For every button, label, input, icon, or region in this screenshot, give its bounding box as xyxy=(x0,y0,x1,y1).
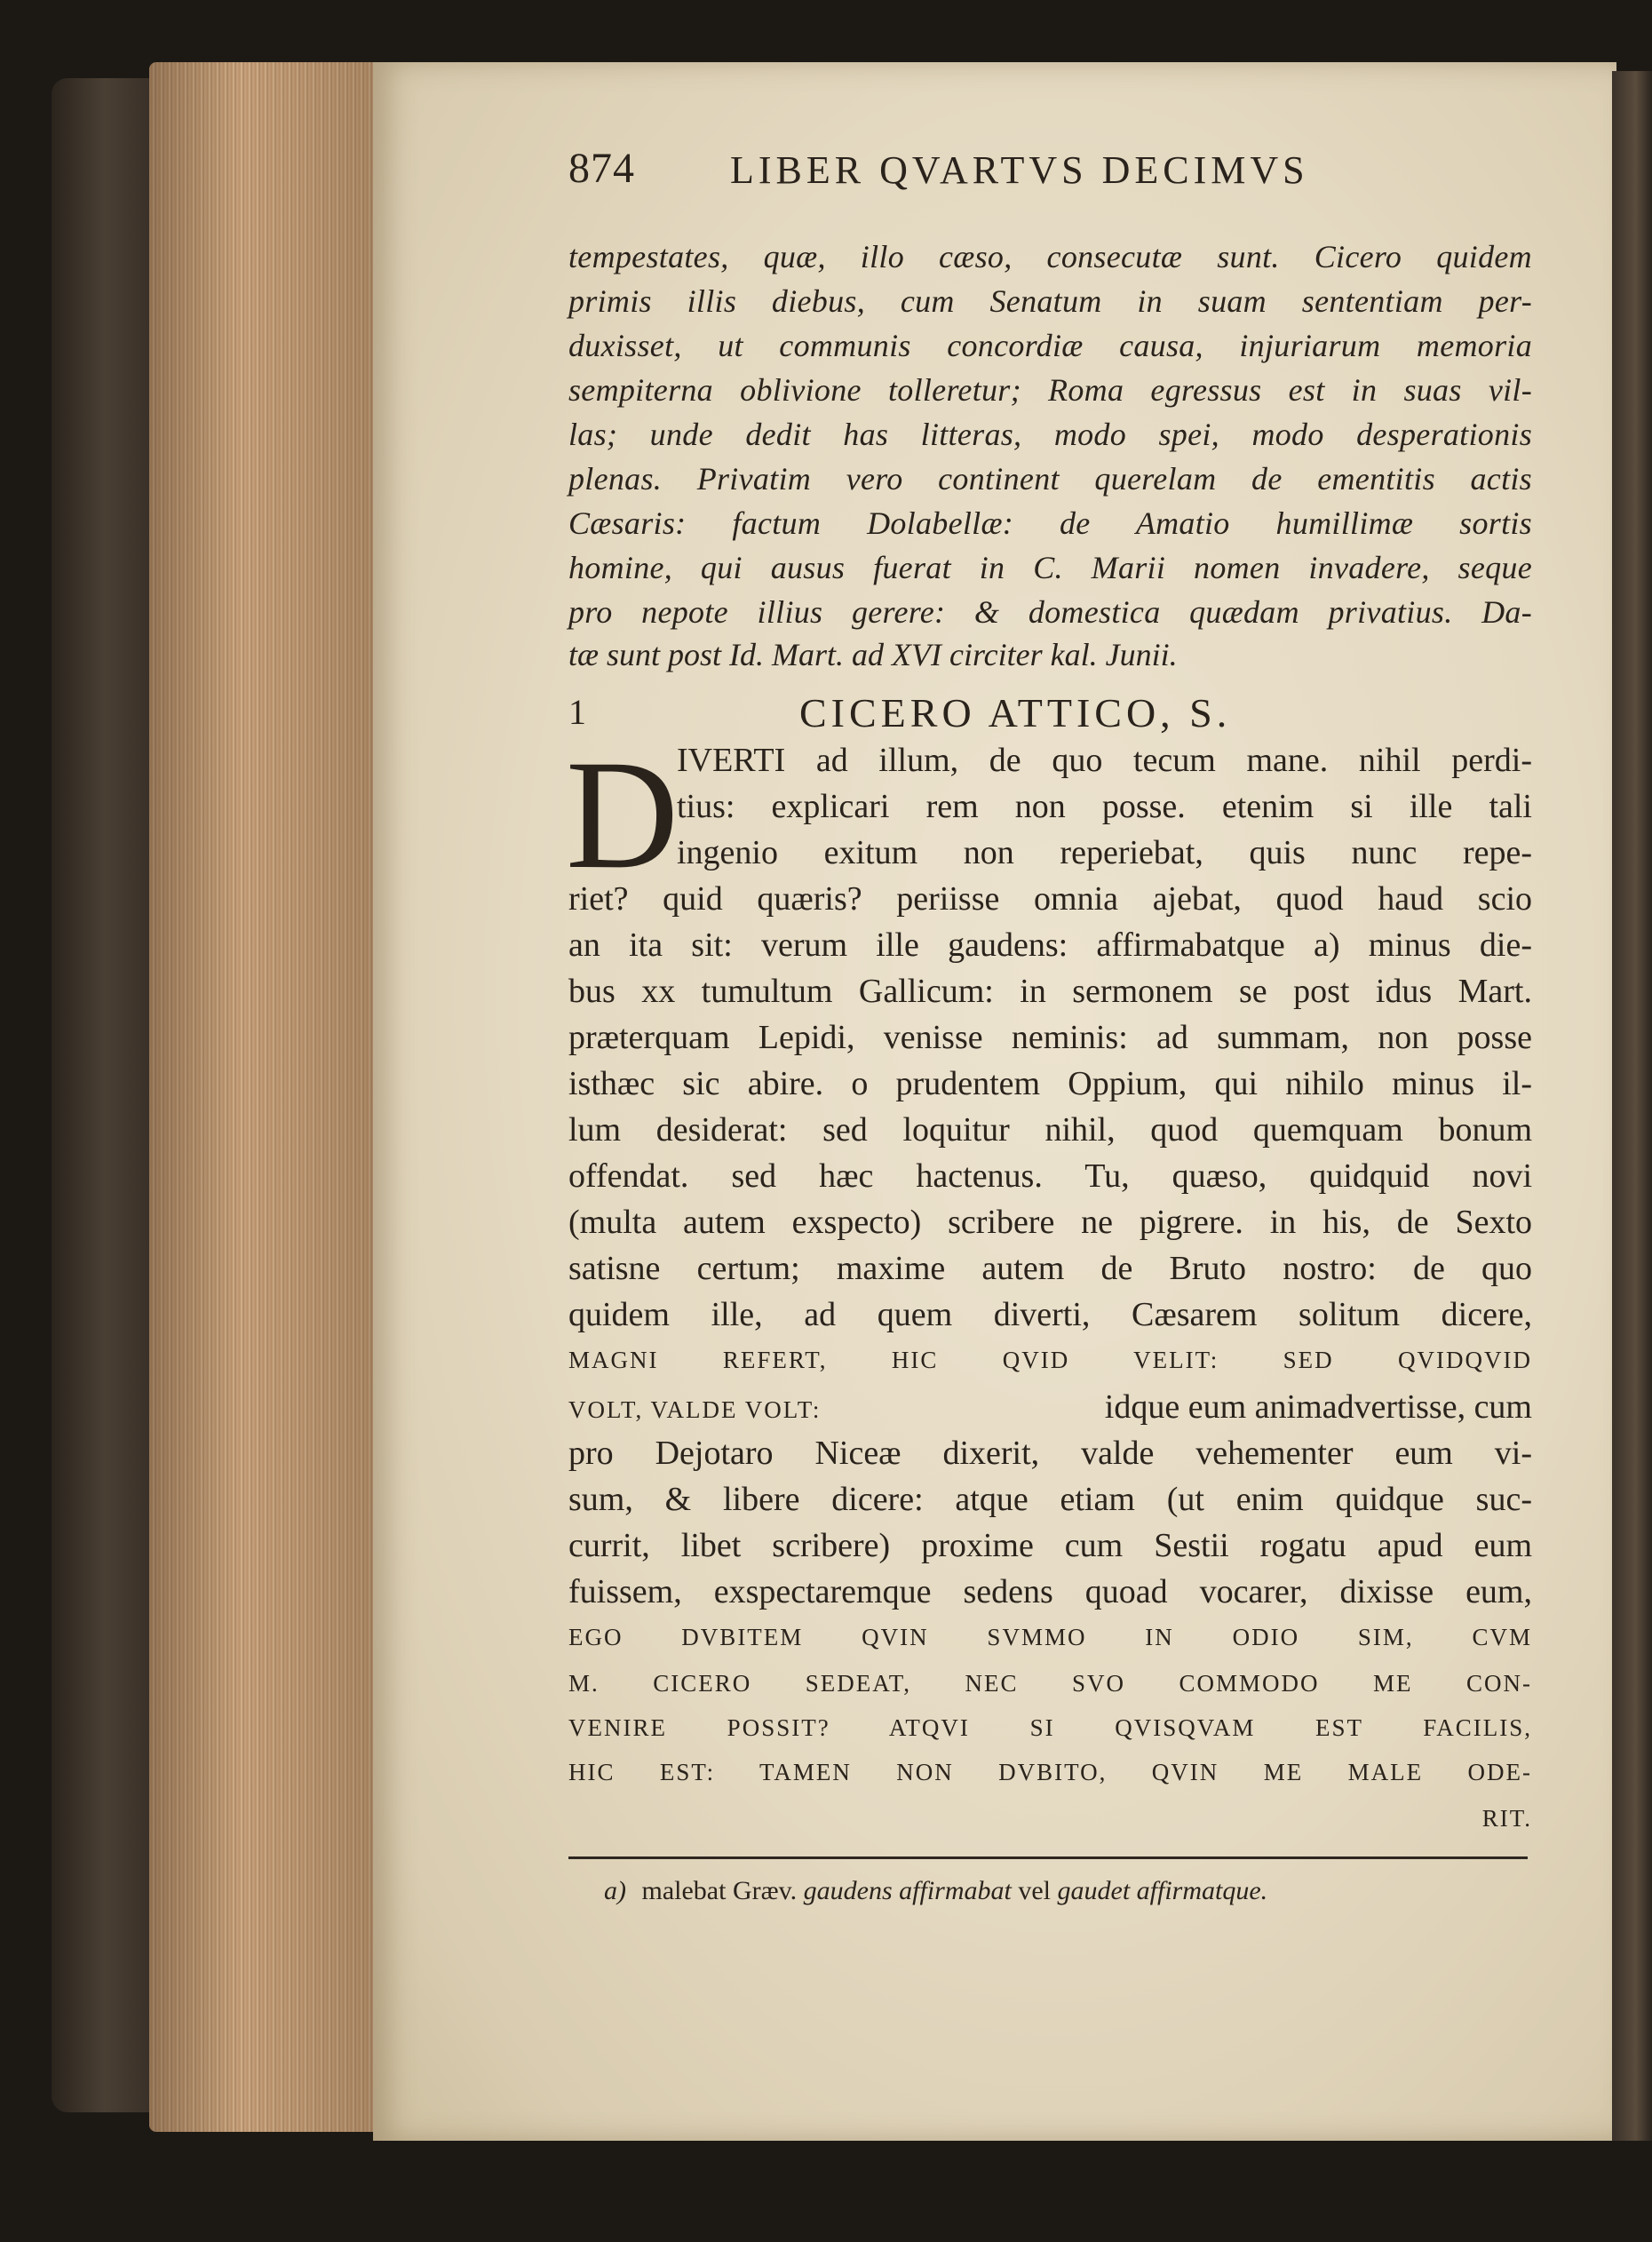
body-line: lum desiderat: sed loquitur nihil, quod quemquam bonum xyxy=(568,1111,1532,1149)
body-line: an ita sit: verum ille gaudens: affirmabatque a) minus die- xyxy=(568,926,1532,964)
footnote-rule xyxy=(568,1856,1528,1859)
footnote-italic: gaudens affirmabat xyxy=(803,1876,1012,1905)
body-line: fuissem, exspectaremque sedens quoad vocarer, dixisse eum, xyxy=(568,1573,1532,1610)
footnote-text: malebat Græv. xyxy=(641,1876,798,1905)
body-line: pro Dejotaro Niceæ dixerit, valde vehementer eum vi- xyxy=(568,1435,1532,1472)
body-line: riet? quid quæris? periisse omnia ajebat, quod haud scio xyxy=(568,880,1532,918)
summary-line: primis illis diebus, cum Senatum in suam sententiam per- xyxy=(568,283,1532,319)
footnote-marker: a) xyxy=(604,1876,626,1905)
body-line: (multa autem exspecto) scribere ne pigrere. in his, de Sexto xyxy=(568,1204,1532,1241)
smallcaps-line-end: RIT. xyxy=(1481,1805,1532,1832)
summary-line: tempestates, quæ, illo cæso, consecutæ sunt. Cicero quidem xyxy=(568,239,1532,274)
smallcaps-line: M. CICERO SEDEAT, NEC SVO COMMODO ME CON- xyxy=(568,1670,1532,1697)
smallcaps-line: EGO DVBITEM QVIN SVMMO IN ODIO SIM, CVM xyxy=(568,1624,1532,1650)
letter-heading: CICERO ATTICO, S. xyxy=(799,690,1232,735)
mixed-line xyxy=(568,1387,1532,1427)
body-line: satisne certum; maxime autem de Bruto nostro: de quo xyxy=(568,1250,1532,1287)
summary-line: duxisset, ut communis concordiæ causa, injuriarum memoria xyxy=(568,328,1532,363)
summary-line-last: tæ sunt post Id. Mart. ad XVI circiter kal. Junii. xyxy=(568,637,1178,672)
body-line: ingenio exitum non reperiebat, quis nunc repe- xyxy=(677,834,1532,871)
running-title: LIBER QVARTVS DECIMVS xyxy=(730,148,1309,192)
roman-fragment: idque eum animadvertisse, cum xyxy=(1104,1388,1532,1426)
smallcaps-line: VENIRE POSSIT? ATQVI SI QVISQVAM EST FACILIS, xyxy=(568,1714,1532,1741)
body-line: sum, & libere dicere: atque etiam (ut enim quidque suc- xyxy=(568,1481,1532,1518)
smallcaps-line: HIC EST: TAMEN NON DVBITO, QVIN ME MALE ODE- xyxy=(568,1759,1532,1785)
drop-cap: D xyxy=(566,728,679,902)
footnote-italic: gaudet affirmatque. xyxy=(1057,1876,1268,1905)
body-line: IVERTI ad illum, de quo tecum mane. nihil perdi- xyxy=(677,742,1532,779)
smallcaps-fragment: VOLT, VALDE VOLT: xyxy=(568,1396,822,1423)
footnote-text: vel xyxy=(1018,1876,1051,1905)
summary-line: homine, qui ausus fuerat in C. Marii nomen invadere, seque xyxy=(568,550,1532,585)
summary-line: Cæsaris: factum Dolabellæ: de Amatio humillimæ sortis xyxy=(568,505,1532,541)
body-line: isthæc sic abire. o prudentem Oppium, qui nihilo minus il- xyxy=(568,1065,1532,1102)
body-line: tius: explicari rem non posse. etenim si ille tali xyxy=(677,788,1532,825)
body-line: offendat. sed hæc hactenus. Tu, quæso, quidquid novi xyxy=(568,1157,1532,1195)
page-number: 874 xyxy=(568,145,635,192)
summary-line: sempiterna oblivione tolleretur; Roma egressus est in suas vil- xyxy=(568,372,1532,408)
smallcaps-line: MAGNI REFERT, HIC QVID VELIT: SED QVIDQVID xyxy=(568,1347,1532,1373)
summary-line: las; unde dedit has litteras, modo spei, modo desperationis xyxy=(568,417,1532,452)
letter-number: 1 xyxy=(568,692,586,732)
body-line: currit, libet scribere) proxime cum Sestii rogatu apud eum xyxy=(568,1527,1532,1564)
body-line: quidem ille, ad quem diverti, Cæsarem solitum dicere, xyxy=(568,1296,1532,1333)
summary-line: plenas. Privatim vero continent querelam de ementitis actis xyxy=(568,461,1532,497)
footnote xyxy=(604,1876,1267,1906)
body-line: præterquam Lepidi, venisse neminis: ad summam, non posse xyxy=(568,1019,1532,1056)
summary-line: pro nepote illius gerere: & domestica quædam privatius. Da- xyxy=(568,594,1532,630)
body-line: bus xx tumultum Gallicum: in sermonem se post idus Mart. xyxy=(568,973,1532,1010)
